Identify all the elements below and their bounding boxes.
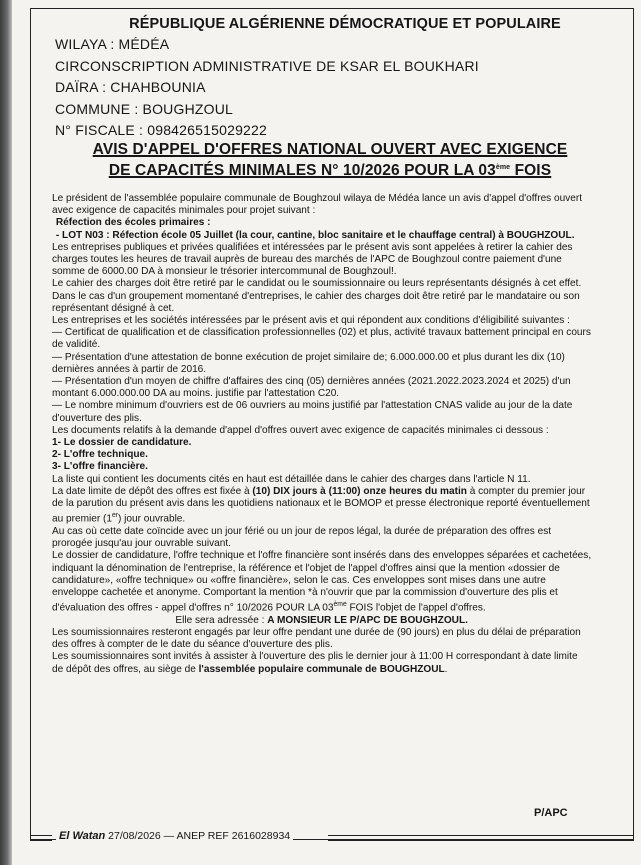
condition-item: — Présentation d'un moyen de chiffre d'affaires des cinq (05) dernières années (2021.2022.2023.2024 et 2025) d'un montant 6.000.000.00 DA au moins. justifie par l'attestation C20.: [52, 376, 571, 400]
invitation-bold: l'assemblée populaire communale de BOUGHZOUL: [198, 663, 445, 675]
notice-title: [60, 141, 600, 180]
condition-item: — Présentation d'une attestation de bonne exécution de projet similaire de; 6.000.000.00 et plus durant les dix (10) dernières années à partir de 2016.: [52, 351, 565, 375]
cahier-paragraph: Le cahier des charges doit être retiré par le candidat ou le soumissionnaire ou leurs représentants désignés à cet effet. Dans le cas d'un groupement momentané d'entreprises, le cahier des charges doit être retiré par le mandataire ou son représentant désigné à cet.: [52, 278, 582, 314]
condition-item: — Certificat de qualification et de classification professionnelles (02) et plus, activité travaux battement principal en cours de validité.: [52, 327, 591, 351]
address-line: Elle sera adressée : A MONSIEUR LE P/APC DE BOUGHZOUL.: [175, 614, 468, 626]
signature: P/APC: [534, 807, 568, 819]
republic-heading: RÉPUBLIQUE ALGÉRIENNE DÉMOCRATIQUE ET POPULAIRE: [129, 16, 561, 32]
title-line-1: AVIS D'APPEL D'OFFRES NATIONAL OUVERT AVEC EXIGENCE: [92, 141, 568, 158]
footer: [30, 830, 634, 846]
fiscal-number-line: N° FISCALE : 098426515029222: [55, 122, 268, 138]
condition-item: — Le nombre minimum d'ouvriers est de 06 ouvriers au moins justifié par l'attestation CNAS valide au jour de la date d'ouverture des plis.: [52, 400, 573, 424]
footer-rule-left: [30, 835, 52, 841]
newspaper-name: El Watan: [59, 830, 106, 842]
title-line-2: DE CAPACITÉS MINIMALES N° 10/2026 POUR LA 03ème FOIS: [108, 162, 552, 180]
lot-line: - LOT N03 : Réfection école 05 Juillet (la cour, cantine, bloc sanitaire et le chauffage central) à BOUGHZOUL.: [55, 229, 575, 241]
address-bold: A MONSIEUR LE P/APC DE BOUGHZOUL.: [267, 614, 468, 626]
footer-rule-right: [328, 835, 634, 841]
intro-paragraph: Le président de l'assemblée populaire communale de Boughzoul wilaya de Médéa lance un avis d'appel d'offres ouvert avec exigence de capacités minimales pour projet suivant :: [52, 193, 583, 217]
envelopes-paragraph: Le dossier de candidature, l'offre technique et l'offre financière sont insérés dans des enveloppes séparées et cachetées, indiquant la dénomination de l'entreprise, la référence et l'objet de l'appel d'offres ainsi que la mention «dossier de candidature», «offre technique» ou «offre financière», selon le cas. Ces enveloppes sont mises dans une autre enveloppe cachetée et anonyme. Comportant la mention *à n'ouvrir que par la commission d'ouverture des plis et d'évaluation des offres - appel d'offres n° 10/2026 POUR LA 03ème FOIS l'objet de l'appel d'offres.: [52, 550, 592, 614]
eligibility-paragraph: Les entreprises et les sociétés intéressées par le présent avis et qui répondent aux conditions d'éligibilité suivantes :: [52, 315, 570, 327]
footer-credit: [56, 830, 293, 842]
project-heading: Réfection des écoles primaires :: [55, 217, 211, 229]
wilaya-line: WILAYA : MÉDÉA: [55, 36, 170, 52]
invitation-paragraph: Les soumissionnaires sont invités à assister à l'ouverture des plis le dernier jour à 11:00 H correspondant à date limite de dépôt des offres, au siège de l'assemblée populaire communale de BOUGHZOUL.: [52, 651, 578, 675]
companies-paragraph: Les entreprises publiques et privées qualifiées et intéressées par le présent avis sont appelées à retirer la cahier des charges toutes les heures de travail auprès de bureau des marchés de l'APC de Boughzoul contre paiement d'une somme de 6000.00 DA à monsieur le trésorier intercommunal de Boughzoul!.: [52, 241, 573, 278]
letterhead: [55, 14, 615, 142]
engagement-paragraph: Les soumissionnaires resteront engagés par leur offre pendant une durée de (90 jours) en plus du délai de préparation des offres à compter de le date du séance d'ouverture des plis.: [52, 627, 581, 651]
documents-paragraph: Les documents relatifs à la demande d'appel d'offres ouvert avec exigence de capacités minimales ci dessous :: [52, 424, 549, 436]
document-item: 1- Le dossier de candidature.: [52, 437, 192, 449]
holiday-paragraph: Au cas où cette date coïncide avec un jour férié ou un jour de repos légal, la durée de préparation des offres est prorogée jusqu'au jour ouvrable suivant.: [52, 525, 552, 550]
commune-line: COMMUNE : BOUGHZOUL: [55, 100, 234, 117]
document-item: 2- L'offre technique.: [52, 449, 148, 461]
deadline-bold: (10) DIX jours à (11:00) onze heures du matin: [252, 485, 467, 497]
document-item: 3- L'offre financière.: [52, 461, 148, 473]
anep-reference: 27/08/2026 — ANEP REF 2616028934: [105, 830, 291, 842]
notice-body: [52, 193, 591, 676]
page-edge-shadow: [0, 0, 12, 865]
list-paragraph: La liste qui contient les documents cités en haut est détaillée dans le cahier des charges dans l'article N 11.: [52, 473, 531, 485]
deadline-paragraph: La date limite de dépôt des offres est fixée à (10) DIX jours à (11:00) onze heures du matin à compter du premier jour de la parution du présent avis dans les quotidiens nationaux et le BOMOP et presse électronique reporté éventuellement au premier (1er) jour ouvrable.: [52, 485, 590, 525]
daira-line: DAÏRA : CHAHBOUNIA: [55, 79, 206, 95]
circonscription-line: CIRCONSCRIPTION ADMINISTRATIVE DE KSAR EL BOUKHARI: [55, 57, 479, 74]
